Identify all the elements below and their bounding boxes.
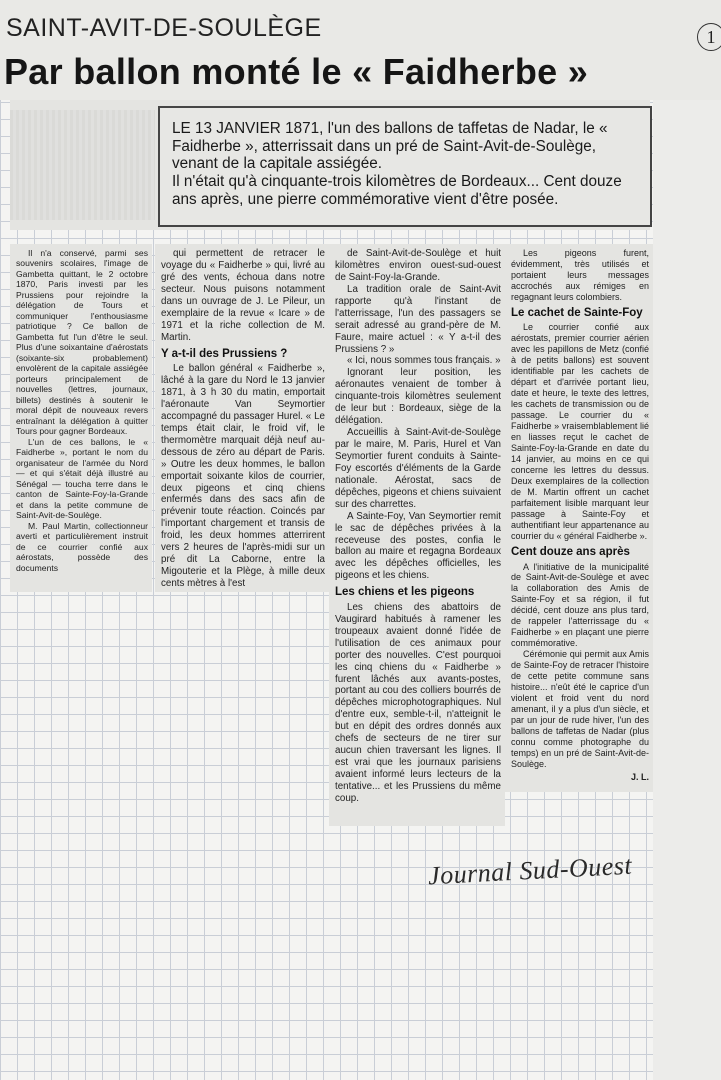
handwritten-source-note: Journal Sud-Ouest [427,850,633,891]
article-column-4 [505,244,653,792]
section-heading-cachet: Le cachet de Sainte-Foy [511,306,643,319]
location-supertitle: SAINT-AVIT-DE-SOULÈGE [6,14,322,42]
author-signature: J. L. [630,771,649,782]
col4-paragraph: Cérémonie qui permit aux Amis de Sainte-Foy de retracer l'histoire de cette petite commune sans histoire... n'eût été le caprice d'un violent et froid vent du nord amenant, il y a plus d'un siècle, et par un jour de rude hiver, l'un des ballons de taffetas de Nadar (plus connu comme photographe du temps) en un pré de Saint-Avit-de-Soulège. [511,649,649,769]
col4-paragraph: A l'initiative de la municipalité de Saint-Avit-de-Soulège et avec la collaboration des Amis de Sainte-Foy et sa région, il fut décidé, cent douze ans plus tard, de rappeler l'atterrissage du « Faidherbe » en plaçant une pierre commémorative. [511,561,649,649]
article-column-3 [329,244,505,826]
col3-paragraph: « Ici, nous sommes tous français. » [347,355,501,367]
lead-box [158,106,652,227]
article-headline: Par ballon monté le « Faidherbe » [4,51,589,92]
circled-page-number: 1 [697,23,721,51]
lead-paragraph [172,120,646,209]
col3-paragraph: Accueillis à Saint-Avit-de-Soulège par le maire, M. Paris, Hurel et Van Seymortier furent conduits à Sainte-Foy escortés d'éléments de la Garde nationale. Aérostat, sacs de dépêches, pigeons et chiens suivaient sur des charrettes. [335,427,501,510]
section-heading-prussians: Y a-t-il des Prussiens ? [161,347,288,360]
article-column-2 [155,244,329,592]
lead-line-2: Il n'était qu'à cinquante-trois kilomètres de Bordeaux... Cent douze ans après, une pierre commémorative vient d'être posée. [172,173,622,208]
col3-paragraph: Les chiens des abattoirs de Vaugirard habitués à ramener les troupeaux avaient donné l'idée de l'utilisation de ces animaux pour porter des nouvelles. C'est pourquoi les cinq chiens du « Faidherbe » furent lâchés aux avants-postes, portant au cou des colliers bourrés de dépêches microphotographiques. Nul d'entre eux, semble-t-il, n'atteignit le but en dépit des ordres donnés aux chefs de secteurs de ne tirer sur aucun chien traversant les lignes. Il est vrai que les journaux parisiens avaient informé leurs lecteurs de la tentative... et les Prussiens du même coup. [335,601,501,804]
col3-paragraph: de Saint-Avit-de-Soulège et huit kilomètres environ ouest-sud-ouest de Saint-Foy-la-Grande. [335,248,501,283]
lead-line-1: LE 13 JANVIER 1871, l'un des ballons de taffetas de Nadar, le « Faidherbe », atterrissait dans un pré de Saint-Avit-de-Soulège, venant de la capitale assiégée. [172,120,608,173]
col4-paragraph: Le courrier confié aux aérostats, premier courrier aérien avec les papillons de Metz (confié à de petits ballons) est souvent identifiable par les cachets de départ et d'arrivée portant lieu, date et heure, le texte des lettres, les cachets de transmission ou de passage. Le courrier du « Faidherbe » vraisemblablement lié en liasses reçut le cachet de Sainte-Foy-la-Grande en date du 14 janvier, au moins en ce qui concerne les lettres du dessus. Deux exemplaires de la collection de M. Martin offrent un cachet parfaitement lisible marquant leur passage à Sainte-Foy et authentifiant leur appartenance au courrier du « général Faidherbe ». [511,322,649,541]
col3-paragraph: A Sainte-Foy, Van Seymortier remit le sac de dépêches privées à la receveuse des postes, confia le ballon au maire et regagna Bordeaux avec les dépêches officielles, les pigeons et les chiens. [335,510,501,582]
faded-photo [10,110,155,220]
col1-paragraph: L'un de ces ballons, le « Faidherbe », portant le nom du organisateur de l'armée du Nord — et qui s'était déjà illustré au Sénégal — toucha terre dans le canton de Sainte-Foy-la-Grande et dans la petite commune de Saint-Avit-de-Soulège. [16,436,148,521]
col2-paragraph: Le ballon général « Faidherbe », lâché à la gare du Nord le 13 janvier 1871, à 3 h 30 du matin, emportait l'aéronaute Van Seymortier accompagné du passager Hurel. « Le temps était clair, le froid vif, le thermomètre marquait déjà neuf au-dessous de zéro au départ de Paris. » Outre les deux hommes, le ballon emportait soixante kilos de courrier, deux pigeons et cinq chiens enfermés dans des sacs afin de prévenir toute réaction. Coincés par l'important chargement et transis de froid, les deux hommes atterrirent vers 2 heures de l'après-midi sur un pré dit La Caborne, entre la Migouterie et la Plège, à mille deux cents mètres à l'est [161,363,325,590]
article-column-1 [10,244,152,592]
lead-clipping [10,100,650,230]
paper-edge [653,100,721,1080]
col3-paragraph: Ignorant leur position, les aéronautes venaient de tomber à cinquante-trois kilomètres seulement de leur but : Bordeaux, siège de la délégation. [335,367,501,427]
col1-paragraph: M. Paul Martin, collectionneur averti et particulièrement instruit de ce courrier confié aux aérostats, possède des documents [16,520,148,573]
header-clipping [0,0,721,100]
col2-paragraph: qui permettent de retracer le voyage du « Faidherbe » qui, livré au gré des vents, échoua dans notre secteur. Nous puisons notamment dans un ouvrage de J. Le Pileur, un exemplaire de la revue « Icare » de 1971 et la riche collection de M. Martin. [161,248,325,343]
col3-paragraph: La tradition orale de Saint-Avit rapporte qu'à l'instant de l'atterrissage, l'un des passagers se serait adressé au grand-père de M. Faure, maire actuel : « Y a-t-il des Prussiens ? » [335,283,501,355]
col4-paragraph: Les pigeons furent, évidemment, très utilisés et portaient leurs messages accrochés aux rémiges en regagnant leurs colombiers. [511,248,649,302]
section-heading-dogs-pigeons: Les chiens et les pigeons [335,586,475,599]
section-heading-112-years: Cent douze ans après [511,545,630,558]
col1-paragraph: Il n'a conservé, parmi ses souvenirs scolaires, l'image de Gambetta quittant, le 2 octobre 1870, Paris investi par les Prussiens pour rejoindre la délégation de Tours et communiquer l'enthousiasme patriotique ? Ce ballon de Gambetta fut l'un d'être le seul. Plus d'une soixantaine d'aérostats (soixante-six probablement) envolèrent de la capitale assiégée porteurs principalement de nouvelles (lettres, journaux, billets) destinés à soutenir le moral dépit de nouveaux revers entraînant la délégation à quitter Tours pour gagner Bordeaux. [16,248,148,437]
